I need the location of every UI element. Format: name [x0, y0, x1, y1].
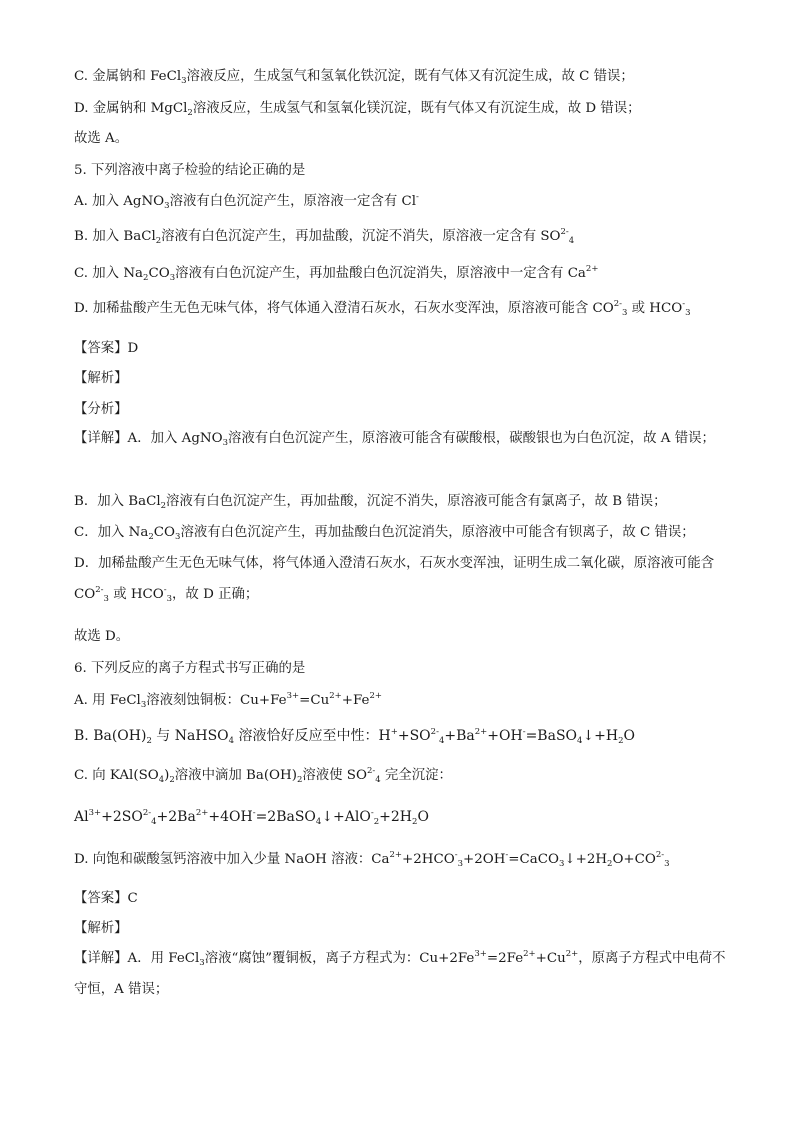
- question-stem: 5. 下列溶液中离子检验的结论正确的是: [74, 163, 306, 178]
- analysis-label: 【解析】: [74, 371, 128, 386]
- equation-line: $Al^{3+}+2SO^{2-}_4+2Ba^{2+}+4OH^-=2BaSO_4↓+AlO^-_2+2H_2O$: [74, 808, 429, 827]
- question-stem: 6. 下列反应的离子方程式书写正确的是: [74, 661, 306, 676]
- text-line: 故选 D。: [74, 629, 130, 644]
- explanation-line: D．加稀盐酸产生无色无味气体，将气体通入澄清石灰水，石灰水变浑浊，证明生成二氧化碳，原溶液可能含 $CO^{2-}_3$ 或 $HCO^-_3$，故 D 正确；: [74, 556, 715, 604]
- text-line: C. 金属钠和 FeCl$_3$溶液反应，生成氢气和氢氧化铁沉淀，既有气体又有沉淀生成，故 C 错误；: [74, 69, 634, 86]
- text-line: 故选 A。: [74, 131, 129, 146]
- option-line: C. 向 $KAl(SO_4)_2$溶液中滴加 $Ba(OH)_2$溶液使 $SO^{2-}_4$ 完全沉淀：: [74, 766, 452, 785]
- explanation-line: 【详解】A．用 FeCl$_3$溶液“腐蚀”覆铜板，离子方程式为：$Cu+2Fe^{3+}=2Fe^{2+}+Cu^{2+}$，原离子方程式中电荷不守恒，A 错误；: [74, 949, 726, 997]
- option-line: B. 加入 BaCl$_2$溶液有白色沉淀产生，再加盐酸，沉淀不消失，原溶液一定含有 $SO^{2-}_4$: [74, 227, 575, 246]
- option-line: B. $Ba(OH)_2$ 与 NaHSO$_4$ 溶液恰好反应至中性：$H^++SO^{2-}_4+Ba^{2+}+OH^-=BaSO_4↓+H_2O$: [74, 727, 636, 746]
- option-line: A. 加入 AgNO$_3$溶液有白色沉淀产生，原溶液一定含有 Cl-: [74, 192, 419, 211]
- option-line: A. 用 FeCl$_3$溶液刻蚀铜板：$Cu+Fe^{3+}=Cu^{2+}+Fe^{2+}$: [74, 691, 382, 710]
- option-line: D. 向饱和碳酸氢钙溶液中加入少量 NaOH 溶液：$Ca^{2+}+2HCO^-_3+2OH^-=CaCO_3↓+2H_2O+CO^{2-}_3$: [74, 850, 670, 869]
- option-line: C. 加入 $Na_2CO_3$溶液有白色沉淀产生，再加盐酸白色沉淀消失，原溶液中一定含有 $Ca^{2+}$: [74, 264, 599, 283]
- answer-label: 【答案】C: [74, 891, 138, 906]
- option-line: D. 加稀盐酸产生无色无味气体，将气体通入澄清石灰水，石灰水变浑浊，原溶液可能含 $CO^{2-}_3$ 或 $HCO^-_3$: [74, 299, 691, 318]
- text-line: D. 金属钠和 MgCl$_2$溶液反应，生成氢气和氢氧化镁沉淀，既有气体又有沉淀生成，故 D 错误；: [74, 101, 641, 118]
- explanation-line: C．加入 $Na_2CO_3$溶液有白色沉淀产生，再加盐酸白色沉淀消失，原溶液中可能含有钡离子，故 C 错误；: [74, 525, 695, 542]
- answer-label: 【答案】D: [74, 341, 139, 356]
- explanation-line: 【详解】A．加入 AgNO$_3$溶液有白色沉淀产生，原溶液可能含有碳酸根，碳酸银也为白色沉淀，故 A 错误；: [74, 431, 715, 448]
- explanation-line: B．加入 BaCl$_2$溶液有白色沉淀产生，再加盐酸，沉淀不消失，原溶液可能含有氯离子，故 B 错误；: [74, 494, 667, 511]
- analysis-label: 【分析】: [74, 402, 128, 417]
- analysis-label: 【解析】: [74, 921, 128, 936]
